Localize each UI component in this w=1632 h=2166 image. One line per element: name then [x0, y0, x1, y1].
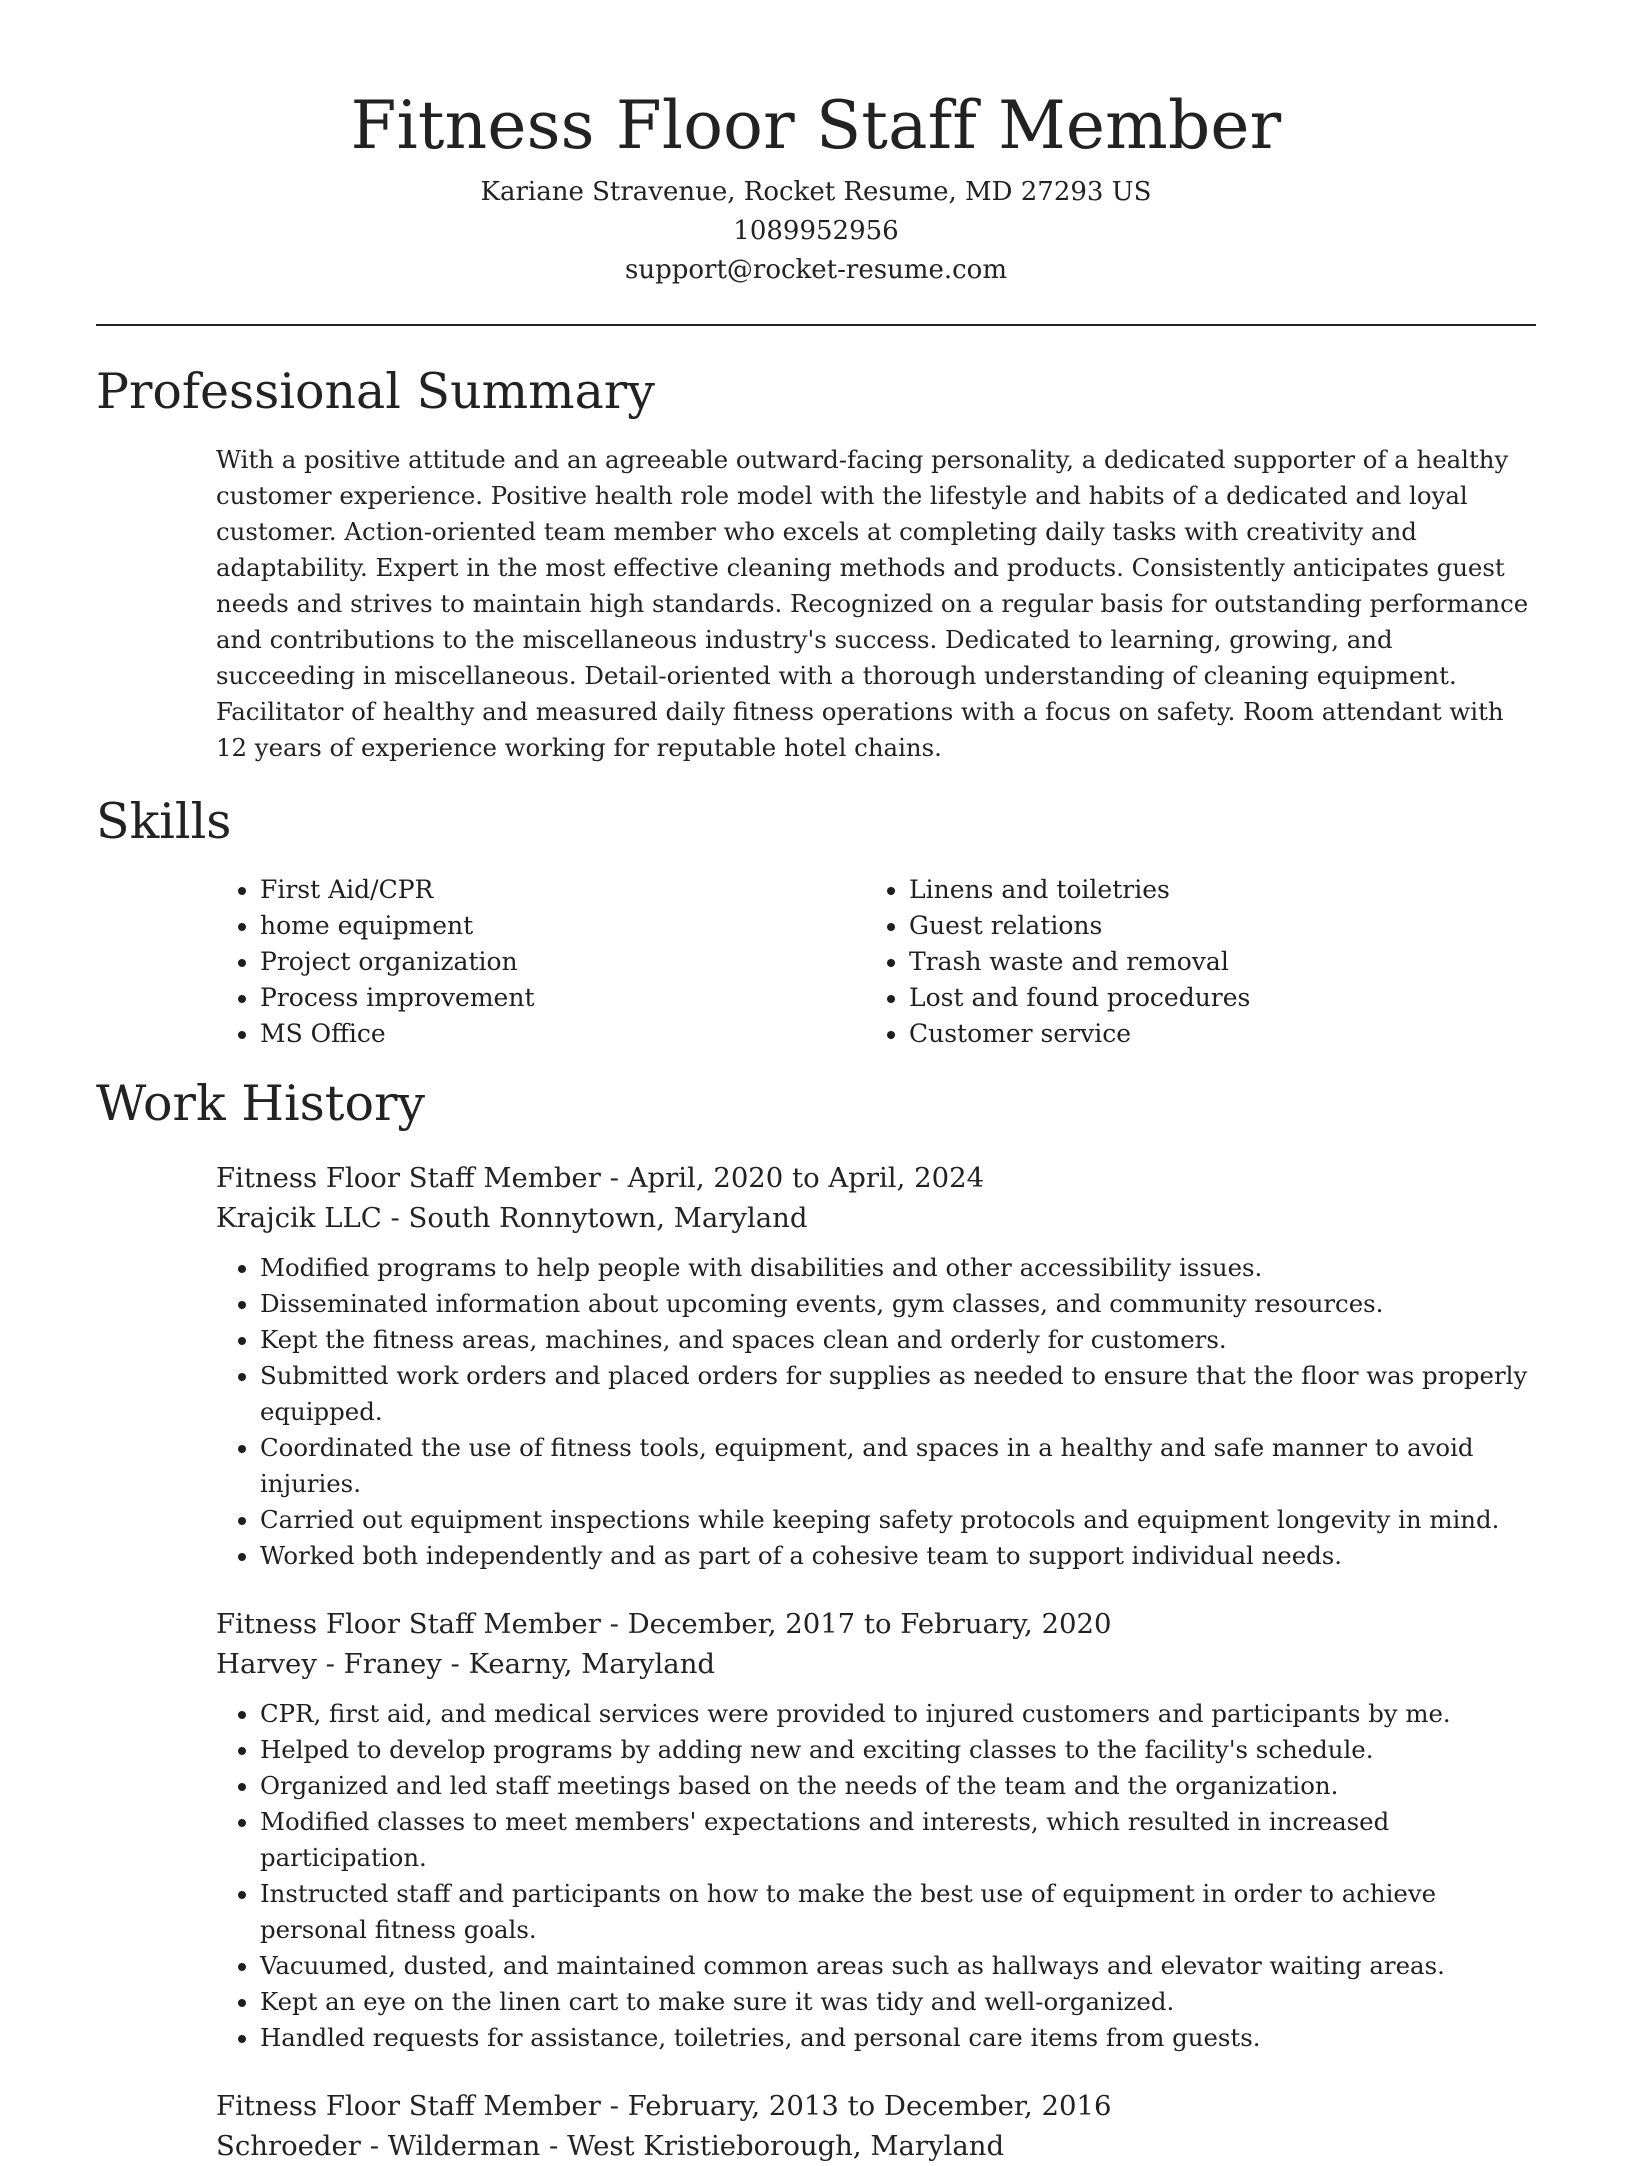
job-bullet: • Worked both independently and as part of a cohesive team to support individual needs. [260, 1538, 1536, 1574]
job-bullets [216, 1696, 1536, 2056]
job-title: Fitness Floor Staff Member [216, 1162, 601, 1194]
job-bullet: • Vacuumed, dusted, and maintained common areas such as hallways and elevator waiting areas. [260, 1948, 1536, 1984]
skill-item: • Process improvement [260, 980, 865, 1016]
skill-item: • home equipment [260, 908, 865, 944]
skill-item: • Project organization [260, 944, 865, 980]
job-bullet: • CPR, first aid, and medical services were provided to injured customers and participants by me. [260, 1696, 1536, 1732]
skill-item: • Guest relations [909, 908, 1514, 944]
job-location: - South Ronnytown, Maryland [381, 1202, 808, 1234]
work-history-heading: Work History [96, 1075, 426, 1132]
contact-block [96, 173, 1536, 290]
summary-heading: Professional Summary [96, 363, 655, 420]
job-dates: - February, 2013 to December, 2016 [600, 2090, 1112, 2122]
job-company-line [216, 1644, 1536, 1684]
job-bullet: • Helped to develop programs by adding new and exciting classes to the facility's schedule. [260, 1732, 1536, 1768]
job-company: Krajcik LLC [216, 1202, 382, 1234]
job-title: Fitness Floor Staff Member [216, 2090, 601, 2122]
job-dates: - December, 2017 to February, 2020 [600, 1608, 1112, 1640]
job-bullet: • Organized and led staff meetings based on the needs of the team and the organization. [260, 1768, 1536, 1804]
contact-address: Kariane Stravenue, Rocket Resume, MD 27293 US [480, 177, 1152, 207]
skill-item: • Customer service [909, 1016, 1514, 1052]
job-company: Schroeder - Wilderman [216, 2130, 541, 2162]
job-location: - Kearny, Maryland [441, 1648, 716, 1680]
job-bullet: • Carried out equipment inspections while keeping safety protocols and equipment longevity in mind. [260, 1502, 1536, 1538]
skills-heading: Skills [96, 793, 232, 850]
job-company-line [216, 2126, 1536, 2166]
contact-email: support@rocket-resume.com [624, 255, 1007, 285]
job-bullet: • Kept the fitness areas, machines, and spaces clean and orderly for customers. [260, 1322, 1536, 1358]
job-bullet: • Modified programs to help people with disabilities and other accessibility issues. [260, 1250, 1536, 1286]
skills-column-right [865, 872, 1514, 1052]
job-bullet: • Submitted work orders and placed orders for supplies as needed to ensure that the floor was properly equipped. [260, 1358, 1536, 1430]
job-bullet: • Coordinated the use of fitness tools, equipment, and spaces in a healthy and safe manner to avoid injuries. [260, 1430, 1536, 1502]
skills-list [216, 872, 1536, 1052]
job-title-line [216, 2086, 1536, 2126]
job-company: Harvey - Franey [216, 1648, 442, 1680]
skills-column-left [216, 872, 865, 1052]
job-bullets [216, 1250, 1536, 1574]
resume-page [96, 0, 1536, 2166]
skill-item: • Linens and toiletries [909, 872, 1514, 908]
job-dates: - April, 2020 to April, 2024 [600, 1162, 985, 1194]
skill-item: • MS Office [260, 1016, 865, 1052]
job-entry [216, 1604, 1536, 2056]
job-bullet: • Handled requests for assistance, toiletries, and personal care items from guests. [260, 2020, 1536, 2056]
job-title: Fitness Floor Staff Member [216, 1608, 601, 1640]
job-location: - West Kristieborough, Maryland [540, 2130, 1005, 2162]
skill-item: • Lost and found procedures [909, 980, 1514, 1016]
job-entry [216, 2086, 1536, 2166]
job-bullet: • Instructed staff and participants on how to make the best use of equipment in order to achieve personal fitness goals. [260, 1876, 1536, 1948]
job-company-line [216, 1198, 1536, 1238]
skill-item: • Trash waste and removal [909, 944, 1514, 980]
job-bullet: • Disseminated information about upcoming events, gym classes, and community resources. [260, 1286, 1536, 1322]
job-entry [216, 1158, 1536, 1574]
job-bullet: • Kept an eye on the linen cart to make sure it was tidy and well-organized. [260, 1984, 1536, 2020]
contact-phone: 1089952956 [733, 216, 899, 246]
header-divider [96, 324, 1536, 326]
summary-text: With a positive attitude and an agreeable outward-facing personality, a dedicated supporter of a healthy customer experience. Positive health role model with the lifestyle and habits of a dedicated and loyal customer. Action-oriented team member who excels at completing daily tasks with creativity and adaptability. Expert in the most effective cleaning methods and products. Consistently anticipates guest needs and strives to maintain high standards. Recognized on a regular basis for outstanding performance and contributions to the miscellaneous industry's success. Dedicated to learning, growing, and succeeding in miscellaneous. Detail-oriented with a thorough understanding of cleaning equipment. Facilitator of healthy and measured daily fitness operations with a focus on safety. Room attendant with 12 years of experience working for reputable hotel chains. [216, 445, 1529, 762]
job-title-line [216, 1158, 1536, 1198]
skill-item: • First Aid/CPR [260, 872, 865, 908]
job-bullet: • Modified classes to meet members' expectations and interests, which resulted in increased participation. [260, 1804, 1536, 1876]
candidate-name: Fitness Floor Staff Member [350, 87, 1282, 164]
job-title-line [216, 1604, 1536, 1644]
